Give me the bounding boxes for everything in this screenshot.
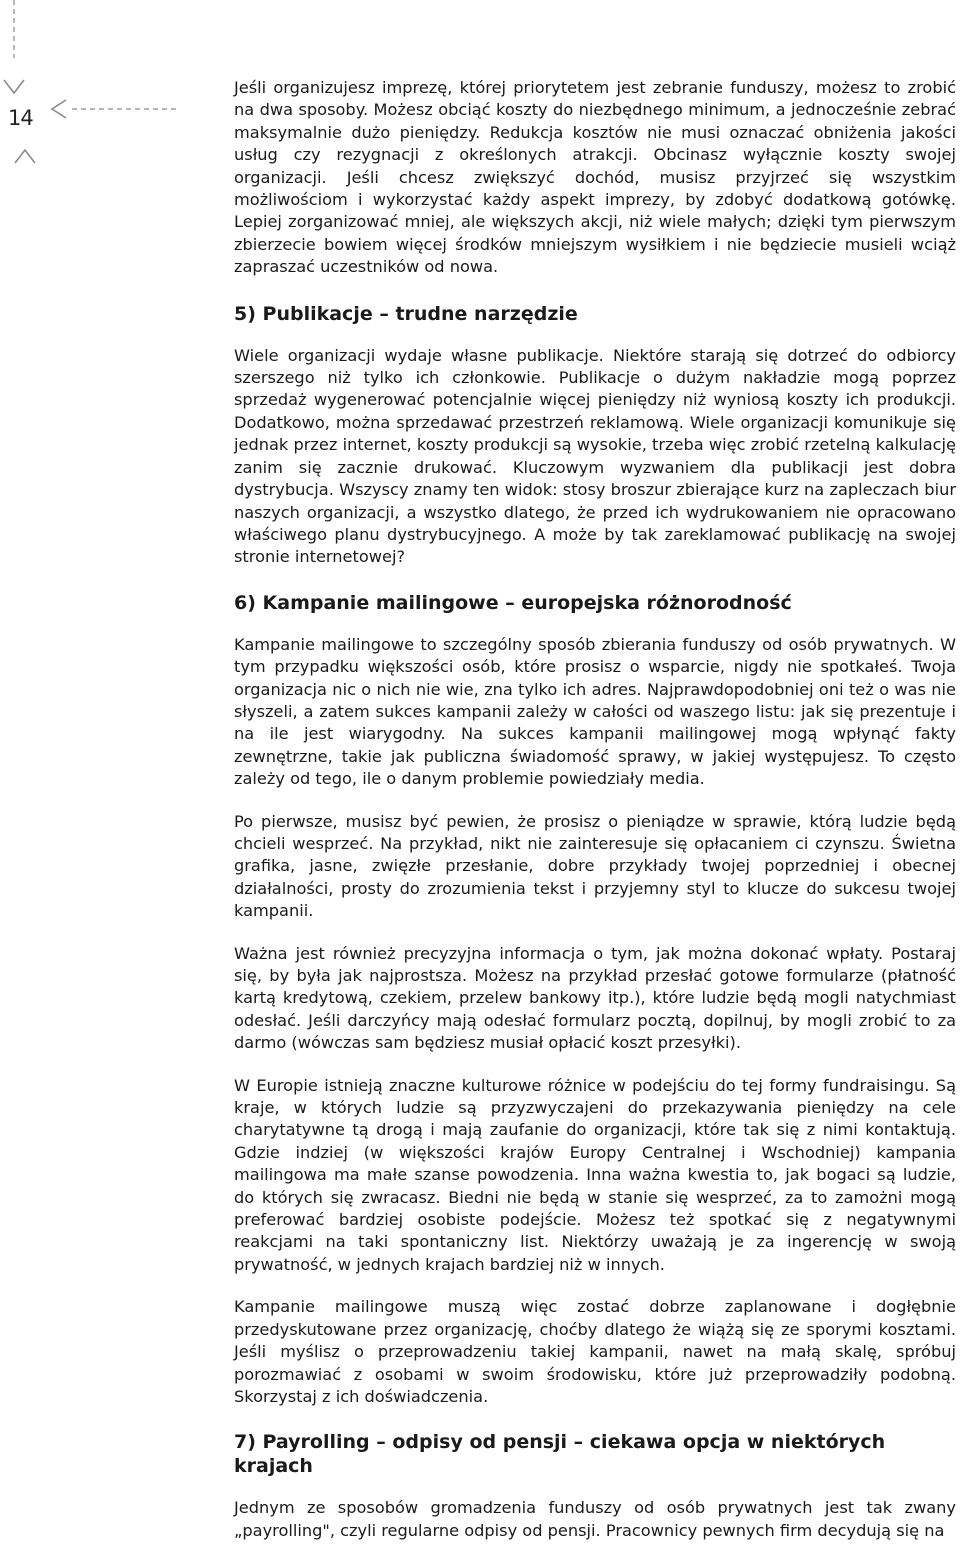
section-6-heading: 6) Kampanie mailingowe – europejska różnorodność [234, 591, 792, 614]
margin-decoration [0, 0, 220, 200]
document-body [234, 77, 956, 1562]
intro-paragraph: Jeśli organizujesz imprezę, której priorytetem jest zebranie funduszy, możesz to zrobić na dwa sposoby. Możesz obciąć koszty do niezbędnego minimum, a jednocześnie zebrać maksymalnie dużo pieniędzy. Redukcja kosztów nie musi oznaczać obniżenia jakości usług czy rezygnacji z określonych atrakcji. Obcinasz wyłącznie koszty swojej organizacji. Jeśli chcesz zwiększyć dochód, musisz przyjrzeć się wszystkim możliwościom i wykorzystać każdy aspekt imprezy, by zdobyć dodatkową gotówkę. Lepiej zorganizować mniej, ale większych akcji, niż wiele małych; dzięki tym pierwszym zbierzecie bowiem więcej środków mniejszym wysiłkiem i nie będziecie musieli wciąż zapraszać uczestników od nowa. [234, 78, 956, 277]
section-7-heading: 7) Payrolling – odpisy od pensji – ciekawa opcja w niektórych krajach [234, 1431, 886, 1478]
section-7-paragraph: Jednym ze sposobów gromadzenia funduszy od osób prywatnych jest tak zwany „payrolling", czyli regularne odpisy od pensji. Pracownicy pewnych firm decydują się na [234, 1498, 956, 1540]
section-6-paragraph-5: Kampanie mailingowe muszą więc zostać dobrze zaplanowane i dogłębnie przedyskutowane przez organizację, choćby dlatego że wiążą się ze sporymi kosztami. Jeśli myślisz o przeprowadzeniu takiej kampanii, nawet na małą skalę, spróbuj porozmawiać z osobami w swoim środowisku, które już przeprowadziły podobną. Skorzystaj z ich doświadczenia. [234, 1297, 956, 1406]
chevron-left-icon [52, 100, 66, 118]
section-6-paragraph-1: Kampanie mailingowe to szczególny sposób zbierania funduszy od osób prywatnych. W tym przypadku większości osób, które prosisz o wsparcie, nigdy nie spotkałeś. Twoja organizacja nic o nich nie wie, zna tylko ich adres. Najprawdopodobniej oni też o was nie słyszeli, a zatem sukces kampanii zależy w całości od waszego listu: jak się prezentuje i na ile jest wiarygodny. Na sukces kampanii mailingowej mogą wpłynąć fakty zewnętrzne, takie jak publiczna świadomość sprawy, w jakiej występujesz. To często zależy od tego, ile o danym problemie powiedziały media. [234, 634, 956, 789]
section-6-paragraph-3: Ważna jest również precyzyjna informacja o tym, jak można dokonać wpłaty. Postaraj się, by była jak najprostsza. Możesz na przykład przesłać gotowe formularze (płatność kartą kredytową, czekiem, przelew bankowy itp.), które ludzie będą mogli natychmiast odesłać. Jeśli darczyńcy mają odesłać formularz pocztą, dopilnuj, by mogli zrobić to za darmo (wówczas sam będziesz musiał opłacić koszt przesyłki). [234, 943, 956, 1053]
section-6-paragraph-2: Po pierwsze, musisz być pewien, że prosisz o pieniądze w sprawie, którą ludzie będą chcieli wesprzeć. Na przykład, nikt nie zainteresuje się opłacaniem ci czynszu. Świetna grafika, jasne, zwięzłe przesłanie, dobre przykłady twojej poprzedniej i obecnej działalności, prosty do zrozumienia tekst i przyjemny styl to klucze do sukcesu twojej kampanii. [234, 811, 956, 921]
section-5-paragraph: Wiele organizacji wydaje własne publikacje. Niektóre starają się dotrzeć do odbiorcy szerszego niż tylko ich członkowie. Publikacje o dużym nakładzie mogą poprzez sprzedaż wygenerować potencjalnie więcej pieniędzy niż wyniosą koszty ich produkcji. Dodatkowo, można sprzedawać przestrzeń reklamową. Wiele organizacji komunikuje się jednak przez internet, koszty produkcji są wysokie, trzeba więc zrobić rzetelną kalkulację zanim się zacznie drukować. Kluczowym wyzwaniem dla publikacji jest dobra dystrybucja. Wszyscy znamy ten widok: stosy broszur zbierające kurz na zapleczach biur naszych organizacji, a wszystko dlatego, że przed ich wydrukowaniem nie opracowano właściwego planu dystrybucyjnego. A może by tak zareklamować publikację na swojej stronie internetowej? [234, 345, 956, 567]
chevron-up-icon [15, 150, 35, 163]
chevron-down-icon [4, 80, 24, 93]
section-5-heading: 5) Publikacje – trudne narzędzie [234, 302, 578, 325]
page-number: 14 [8, 106, 33, 130]
section-6-paragraph-4: W Europie istnieją znaczne kulturowe różnice w podejściu do tej formy fundraisingu. Są kraje, w których ludzie są przyzwyczajeni do przekazywania pieniędzy na cele charytatywne tą drogą i mają zaufanie do organizacji, które tak się z nimi kontaktują. Gdzie indziej (w większości krajów Europy Centralnej i Wschodniej) kampania mailingowa ma małe szanse powodzenia. Inna ważna kwestia to, jak bogaci są ludzie, do których się zwracasz. Biedni nie będą w stanie się wesprzeć, za to zamożni mogą preferować bardziej osobiste podejście. Możesz też spotkać się z negatywnymi reakcjami na taki spontaniczny list. Niektórzy uważają je za ingerencję w swoją prywatność, w jednych krajach bardziej niż w innych. [234, 1075, 956, 1274]
